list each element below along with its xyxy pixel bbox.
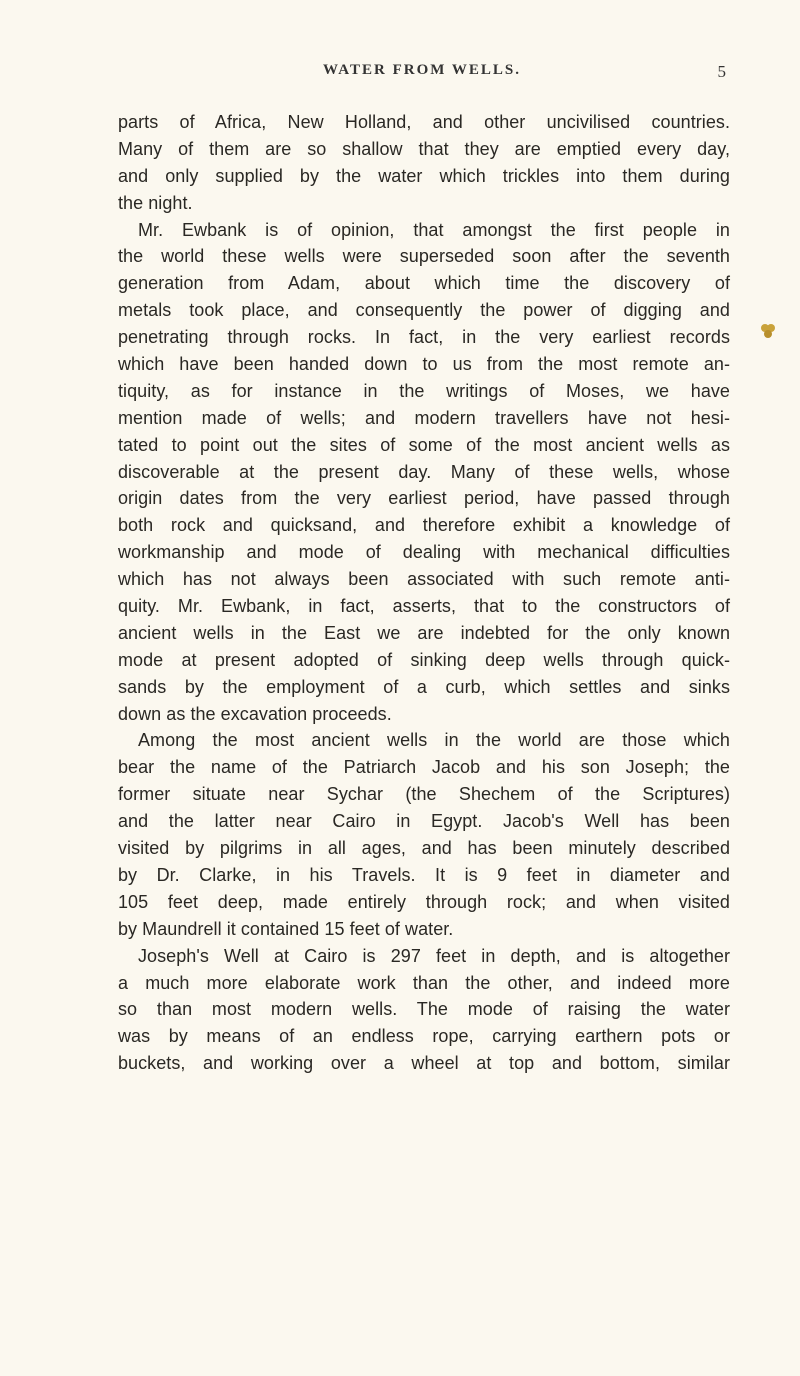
text-line: bear the name of the Patriarch Jacob and his son Joseph; the xyxy=(118,757,730,778)
text-line: buckets, and working over a wheel at top and bottom, similar xyxy=(118,1053,730,1074)
text-line: origin dates from the very earliest period, have passed through xyxy=(118,488,730,509)
text-line: metals took place, and consequently the power of digging and xyxy=(118,300,730,321)
text-line: the night. xyxy=(118,192,193,213)
text-line: mode at present adopted of sinking deep wells through quick- xyxy=(118,649,730,670)
text-line: tated to point out the sites of some of the most ancient wells as xyxy=(118,434,730,455)
text-line: discoverable at the present day. Many of these wells, whose xyxy=(118,461,730,482)
text-line: which have been handed down to us from the most remote an- xyxy=(118,354,730,375)
text-line: tiquity, as for instance in the writings of Moses, we have xyxy=(118,380,730,401)
text-line: Among the most ancient wells in the world are those which xyxy=(138,730,730,751)
text-line: quity. Mr. Ewbank, in fact, asserts, that to the constructors of xyxy=(118,596,730,617)
text-line: ancient wells in the East we are indebted for the only known xyxy=(118,622,730,643)
text-line: by Dr. Clarke, in his Travels. It is 9 feet in diameter and xyxy=(118,864,730,885)
binding-ornament-icon xyxy=(760,323,776,339)
text-line: and only supplied by the water which trickles into them during xyxy=(118,165,730,186)
text-line: workmanship and mode of dealing with mechanical difficulties xyxy=(118,542,730,563)
text-line: sands by the employment of a curb, which settles and sinks xyxy=(118,676,730,697)
body-text xyxy=(118,109,730,1077)
text-line: both rock and quicksand, and therefore exhibit a knowledge of xyxy=(118,515,730,536)
text-line: generation from Adam, about which time the discovery of xyxy=(118,273,730,294)
text-line: Many of them are so shallow that they are emptied every day, xyxy=(118,138,730,159)
page-number: 5 xyxy=(717,62,726,81)
text-line: was by means of an endless rope, carrying earthern pots or xyxy=(118,1026,730,1047)
text-line: Mr. Ewbank is of opinion, that amongst the first people in xyxy=(138,219,730,240)
text-line: and the latter near Cairo in Egypt. Jacob's Well has been xyxy=(118,811,730,832)
text-line: a much more elaborate work than the other, and indeed more xyxy=(118,972,730,993)
text-line: so than most modern wells. The mode of raising the water xyxy=(118,999,730,1020)
text-line: penetrating through rocks. In fact, in the very earliest records xyxy=(118,327,730,348)
text-line: down as the excavation proceeds. xyxy=(118,703,392,724)
text-line: Joseph's Well at Cairo is 297 feet in depth, and is altogether xyxy=(138,945,730,966)
text-line: 105 feet deep, made entirely through rock; and when visited xyxy=(118,891,730,912)
text-line: by Maundrell it contained 15 feet of water. xyxy=(118,918,454,939)
text-line: which has not always been associated with such remote anti- xyxy=(118,569,730,590)
text-line: visited by pilgrims in all ages, and has been minutely described xyxy=(118,838,730,859)
text-line: former situate near Sychar (the Shechem of the Scriptures) xyxy=(118,784,730,805)
page-header xyxy=(118,62,726,86)
text-line: mention made of wells; and modern travellers have not hesi- xyxy=(118,407,730,428)
text-line: parts of Africa, New Holland, and other uncivilised countries. xyxy=(118,112,730,132)
text-line: the world these wells were superseded soon after the seventh xyxy=(118,246,730,267)
running-title: WATER FROM WELLS. xyxy=(322,62,522,78)
